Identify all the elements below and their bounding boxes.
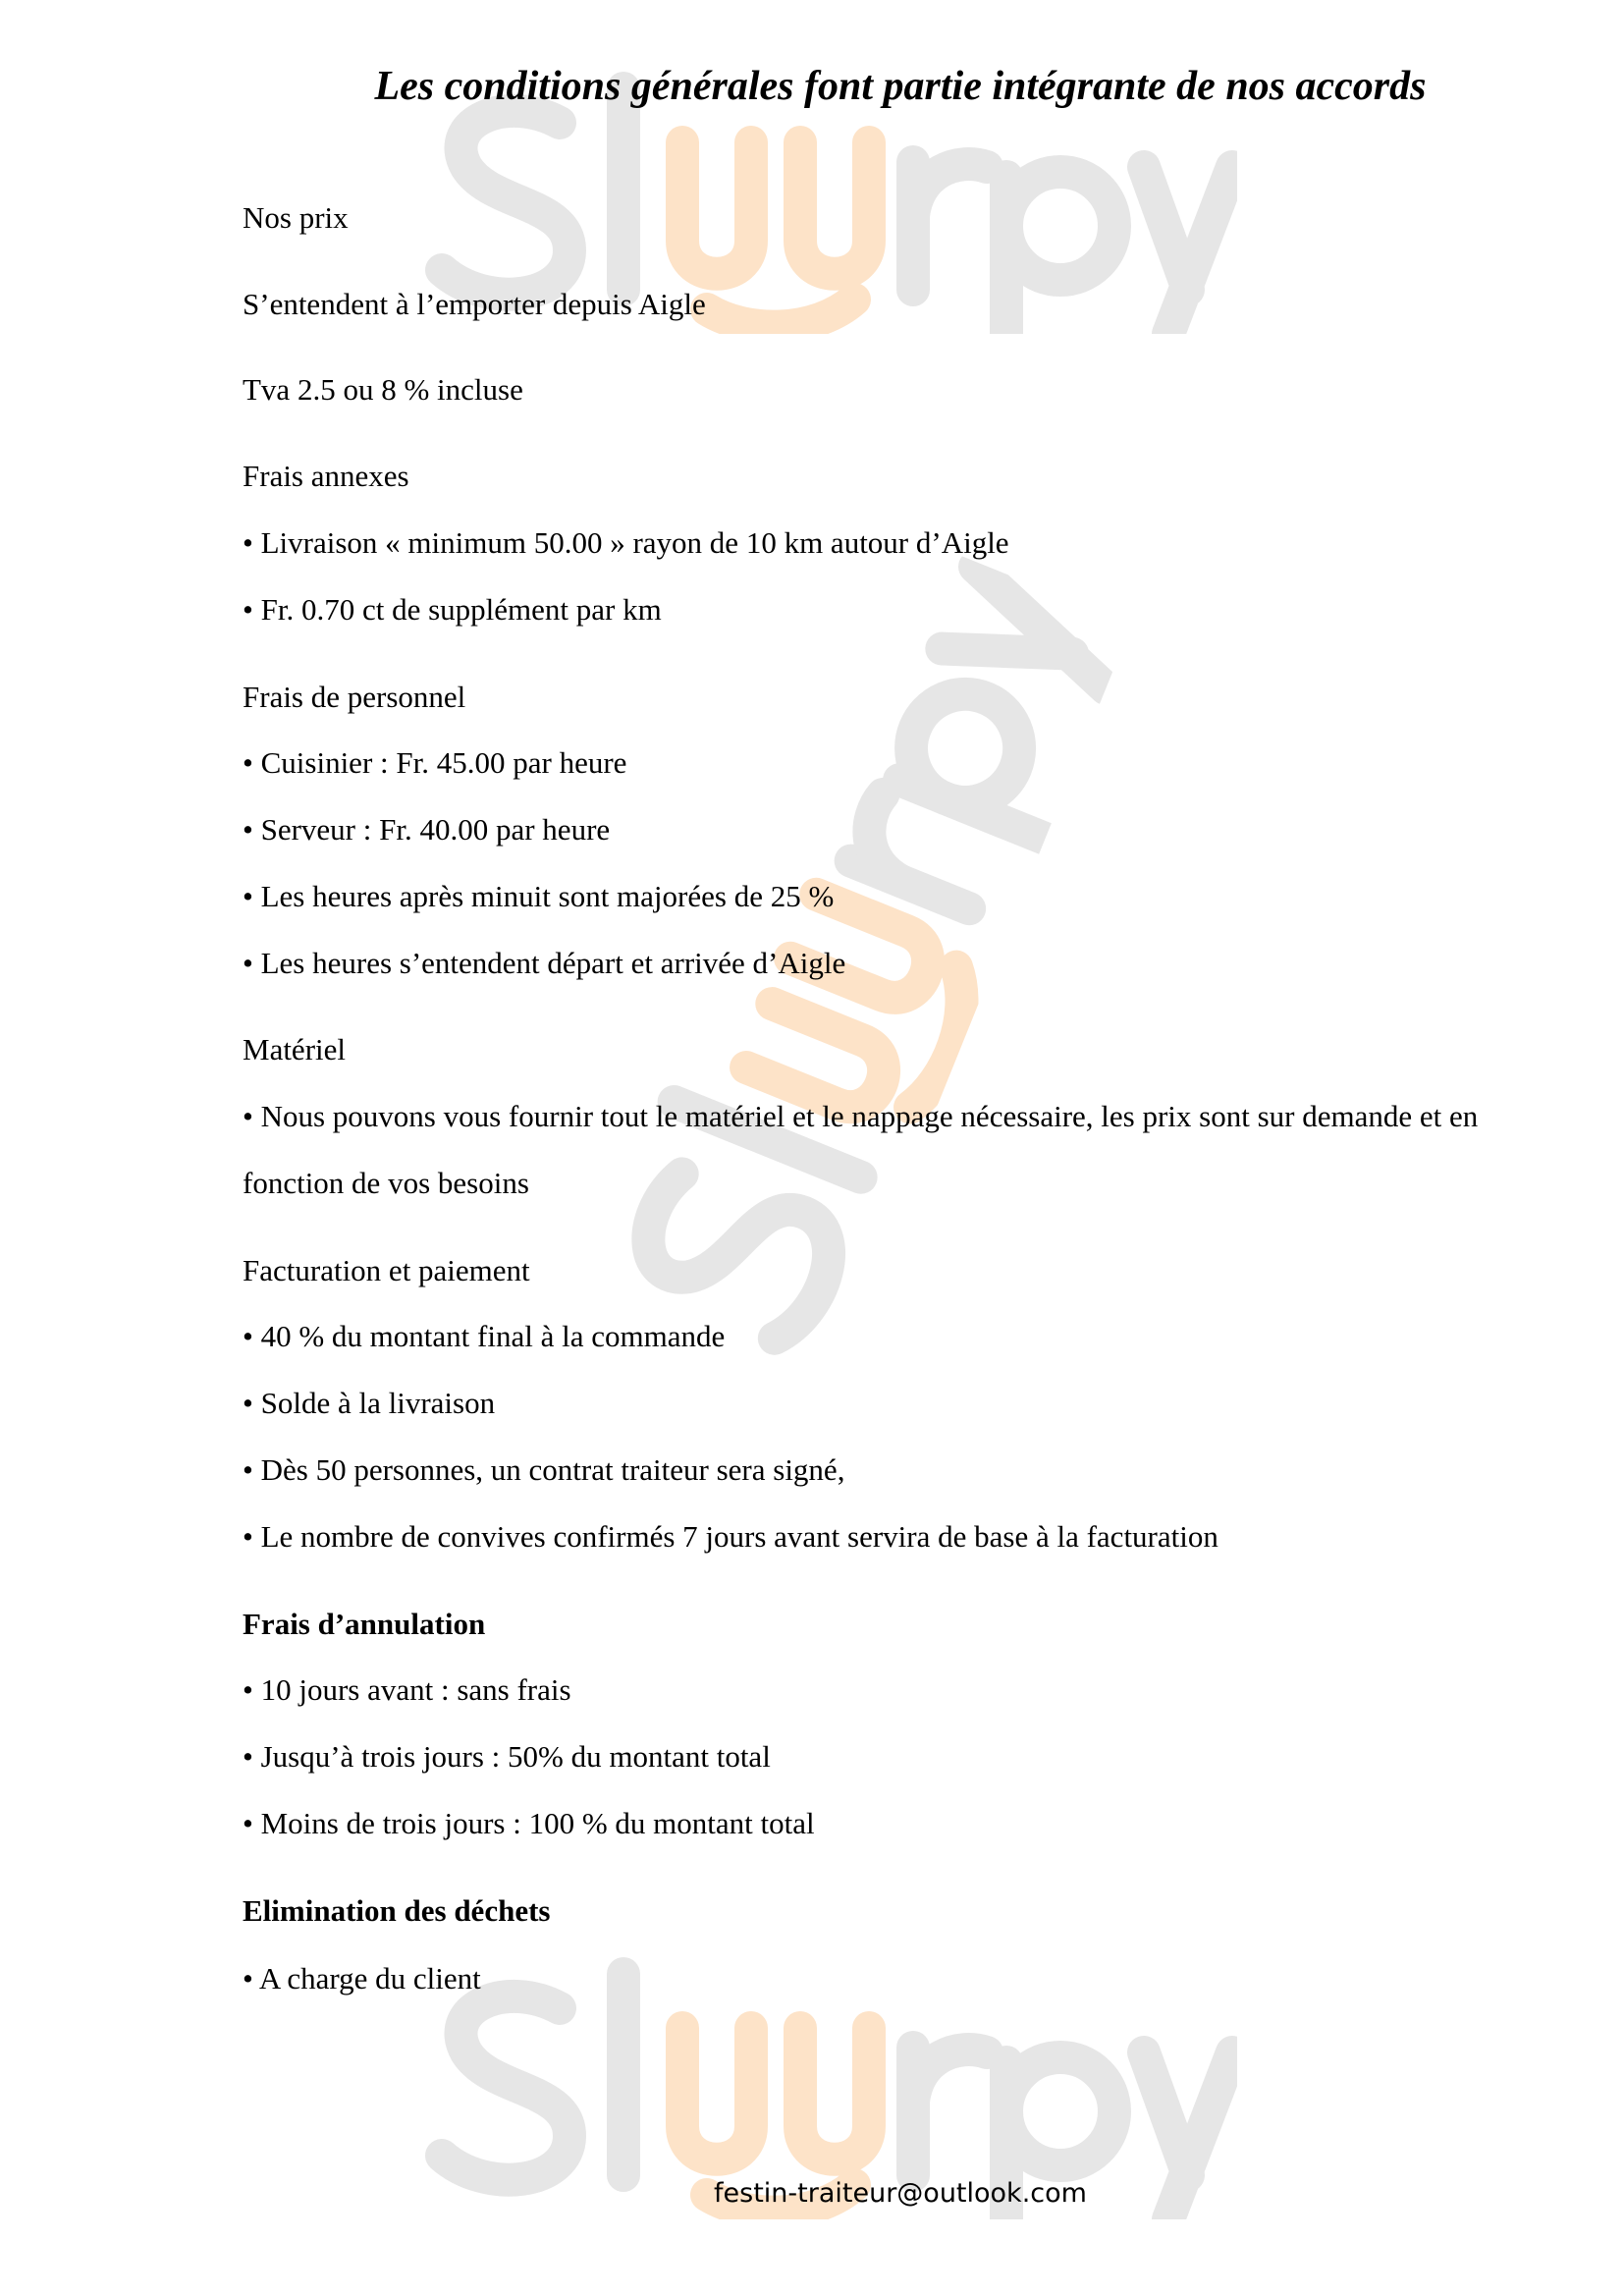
cancellation-item: • Jusqu’à trois jours : 50% du montant total [243, 1739, 771, 1774]
billing-item: • Solde à la livraison [243, 1386, 496, 1420]
extra-fees-item: • Livraison « minimum 50.00 » rayon de 10 km autour d’Aigle [243, 525, 1009, 560]
page-title: Les conditions générales font partie intégrante de nos accords [374, 64, 1427, 109]
section-heading-cancellation: Frais d’annulation [243, 1607, 486, 1641]
section-heading-extra-fees: Frais annexes [243, 459, 409, 493]
staff-fees-item: • Serveur : Fr. 40.00 par heure [243, 812, 611, 847]
billing-item: • Dès 50 personnes, un contrat traiteur sera signé, [243, 1452, 845, 1487]
section-heading-waste: Elimination des déchets [243, 1893, 551, 1928]
cancellation-item: • 10 jours avant : sans frais [243, 1672, 571, 1707]
section-heading-equipment: Matériel [243, 1032, 347, 1066]
section-heading-staff-fees: Frais de personnel [243, 680, 466, 714]
prices-line-vat: Tva 2.5 ou 8 % incluse [243, 372, 523, 407]
extra-fees-item: • Fr. 0.70 ct de supplément par km [243, 592, 662, 627]
billing-item: • 40 % du montant final à la commande [243, 1319, 726, 1353]
staff-fees-item: • Les heures s’entendent départ et arrivée d’Aigle [243, 946, 846, 980]
equipment-item: • Nous pouvons vous fournir tout le matériel et le nappage nécessaire, les prix sont sur demande et en fonction de vos besoins [243, 1099, 1479, 1200]
footer-email: festin-traiteur@outlook.com [714, 2178, 1087, 2209]
section-heading-billing: Facturation et paiement [243, 1253, 530, 1287]
staff-fees-item: • Cuisinier : Fr. 45.00 par heure [243, 745, 627, 780]
staff-fees-item: • Les heures après minuit sont majorées de 25 % [243, 879, 835, 913]
prices-line-pickup: S’entendent à l’emporter depuis Aigle [243, 287, 706, 321]
cancellation-item: • Moins de trois jours : 100 % du montant total [243, 1806, 815, 1840]
waste-item: • A charge du client [243, 1961, 481, 1995]
section-heading-prices: Nos prix [243, 200, 349, 235]
billing-item: • Le nombre de convives confirmés 7 jours avant servira de base à la facturation [243, 1519, 1218, 1554]
